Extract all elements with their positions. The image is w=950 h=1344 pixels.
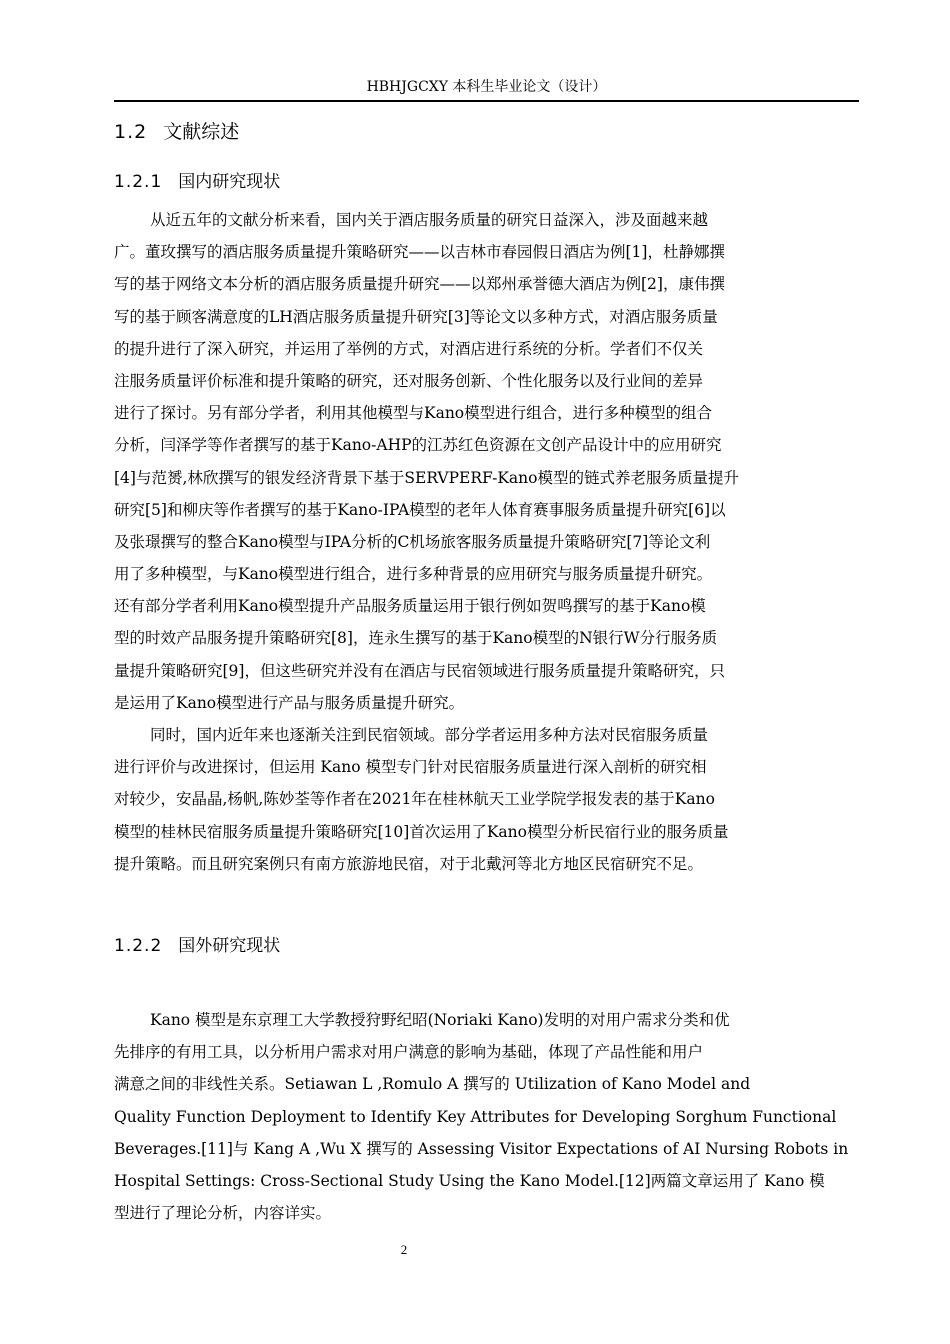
paragraph-domestic-hotel <box>114 204 859 719</box>
text-line: 写的基于网络文本分析的酒店服务质量提升研究——以郑州承誉德大酒店为例[2]，康伟撰 <box>114 275 725 294</box>
paragraph-foreign <box>114 1004 859 1229</box>
text-line: 模型的桂林民宿服务质量提升策略研究[10]首次运用了Kano模型分析民宿行业的服务质量 <box>114 822 729 841</box>
paragraph-domestic-homestay <box>114 719 859 880</box>
page-number: 2 <box>400 1242 408 1257</box>
text-line: 研究[5]和柳庆等作者撰写的基于Kano-IPA模型的老年人体育赛事服务质量提升研究[6]以 <box>114 500 726 519</box>
subsection-title: 国内研究现状 <box>178 172 281 192</box>
text-line: 写的基于顾客满意度的LH酒店服务质量提升研究[3]等论文以多种方式，对酒店服务质量 <box>114 307 718 326</box>
text-line: Quality Function Deployment to Identify Key Attributes for Developing Sorghum Functional <box>114 1107 837 1126</box>
text-line: Hospital Settings: Cross-Sectional Study Using the Kano Model.[12]两篇文章运用了 Kano 模 <box>114 1171 825 1190</box>
subsection-title: 国外研究现状 <box>178 936 281 956</box>
text-line: 是运用了Kano模型进行产品与服务质量提升研究。 <box>114 693 465 712</box>
subsection-number: 1.2.2 <box>114 936 163 956</box>
text-line: Beverages.[11]与 Kang A ,Wu X 撰写的 Assessing Visitor Expectations of AI Nursing Robots in <box>114 1139 849 1158</box>
text-line: 进行了探讨。另有部分学者，利用其他模型与Kano模型进行组合，进行多种模型的组合 <box>114 404 713 423</box>
text-line: 注服务质量评价标准和提升策略的研究，还对服务创新、个性化服务以及行业间的差异 <box>114 371 704 390</box>
text-line: 从近五年的文献分析来看，国内关于酒店服务质量的研究日益深入，涉及面越来越 <box>150 211 709 229</box>
text-line: 分析，闫泽学等作者撰写的基于Kano-AHP的江苏红色资源在文创产品设计中的应用研究 <box>114 436 722 455</box>
text-line: 先排序的有用工具，以分析用户需求对用户满意的影响为基础，体现了产品性能和用户 <box>114 1043 704 1062</box>
text-line: 满意之间的非线性关系。Setiawan L ,Romulo A 撰写的 Utilization of Kano Model and <box>114 1075 751 1094</box>
text-line: 量提升策略研究[9]，但这些研究并没有在酒店与民宿领域进行服务质量提升策略研究，只 <box>114 661 725 680</box>
running-header: HBHJGCXY 本科生毕业论文（设计） <box>366 79 607 95</box>
text-line: 还有部分学者利用Kano模型提升产品服务质量运用于银行例如贺鸣撰写的基于Kano模 <box>114 597 706 616</box>
text-line: 提升策略。而且研究案例只有南方旅游地民宿，对于北戴河等北方地区民宿研究不足。 <box>114 854 704 873</box>
subsection-heading-domestic <box>114 169 280 195</box>
text-line: 型进行了理论分析，内容详实。 <box>114 1204 332 1223</box>
text-line: 的提升进行了深入研究，并运用了举例的方式，对酒店进行系统的分析。学者们不仅关 <box>114 339 704 358</box>
text-line: 进行评价与改进探讨，但运用 Kano 模型专门针对民宿服务质量进行深入剖析的研究相 <box>114 758 707 777</box>
text-line: 及张璟撰写的整合Kano模型与IPA分析的C机场旅客服务质量提升策略研究[7]等论文利 <box>114 532 711 551</box>
section-heading <box>114 118 239 146</box>
text-line: Kano 模型是东京理工大学教授狩野纪昭(Noriaki Kano)发明的对用户需求分类和优 <box>150 1011 730 1029</box>
text-line: [4]与范赟,林欣撰写的银发经济背景下基于SERVPERF-Kano模型的链式养老服务质量提升 <box>114 468 739 487</box>
text-line: 用了多种模型，与Kano模型进行组合，进行多种背景的应用研究与服务质量提升研究。 <box>114 565 713 584</box>
subsection-heading-foreign <box>114 933 280 959</box>
header-rule <box>114 100 859 102</box>
subsection-number: 1.2.1 <box>114 172 163 192</box>
text-line: 对较少，安晶晶,杨帆,陈妙荃等作者在2021年在桂林航天工业学院学报发表的基于Kano <box>114 790 715 809</box>
section-title: 文献综述 <box>163 121 240 143</box>
text-line: 广。董玫撰写的酒店服务质量提升策略研究——以吉林市春园假日酒店为例[1]，杜静娜撰 <box>114 243 725 262</box>
text-line: 同时，国内近年来也逐渐关注到民宿领域。部分学者运用多种方法对民宿服务质量 <box>150 726 709 744</box>
section-number: 1.2 <box>114 121 148 143</box>
text-line: 型的时效产品服务提升策略研究[8]，连永生撰写的基于Kano模型的N银行W分行服务质 <box>114 629 718 648</box>
